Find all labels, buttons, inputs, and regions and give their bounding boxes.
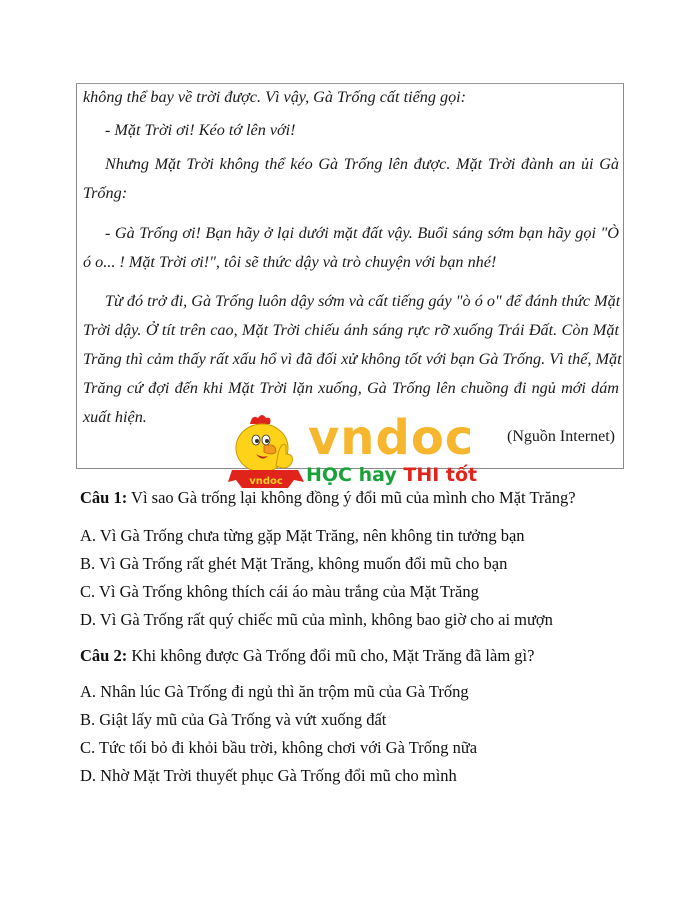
question-2-label: Câu 2: <box>80 646 128 665</box>
question-1-option-c: C. Vì Gà Trống không thích cái áo màu trắng của Mặt Trăng <box>80 582 479 601</box>
question-2-option-c: C. Tức tối bỏ đi khỏi bầu trời, không chơi với Gà Trống nữa <box>80 738 478 757</box>
chicken-mascot-icon <box>228 410 310 492</box>
story-line: Nhưng Mặt Trời không thể kéo Gà Trống lên được. Mặt Trời đành an ủi Gà <box>105 155 619 173</box>
story-line: Trống: <box>83 184 128 202</box>
tagline-part-2: THI tốt <box>403 464 478 486</box>
question-2-option-d: D. Nhờ Mặt Trời thuyết phục Gà Trống đổi mũ cho mình <box>80 766 457 785</box>
question-1-option-a: A. Vì Gà Trống chưa từng gặp Mặt Trăng, nên không tin tưởng bạn <box>80 526 525 545</box>
story-line: xuất hiện. <box>83 408 147 426</box>
question-2 <box>80 646 534 666</box>
question-1-option-d: D. Vì Gà Trống rất quý chiếc mũ của mình, không bao giờ cho ai mượn <box>80 610 553 629</box>
story-line: - Mặt Trời ơi! Kéo tớ lên với! <box>105 121 296 139</box>
story-line: ó o... ! Mặt Trời ơi!", tôi sẽ thức dậy và trò chuyện với bạn nhé! <box>83 253 497 271</box>
question-1-option-b: B. Vì Gà Trống rất ghét Mặt Trăng, không muốn đổi mũ cho bạn <box>80 554 508 573</box>
story-line: Trăng thì cảm thấy rất xấu hổ vì đã đối xử không tốt với bạn Gà Trống. Vì thế, Mặt <box>83 350 622 368</box>
question-1-label: Câu 1: <box>80 488 128 507</box>
story-line: Trăng cứ đợi đến khi Mặt Trời lặn xuống, Gà Trống lên chuồng đi ngủ mới dám <box>83 379 619 397</box>
tagline-part-1: HỌC hay <box>306 464 404 486</box>
svg-text:vndoc: vndoc <box>249 476 283 487</box>
question-2-option-b: B. Giật lấy mũ của Gà Trống và vứt xuống đất <box>80 710 387 729</box>
question-1 <box>80 488 576 508</box>
question-2-option-a: A. Nhân lúc Gà Trống đi ngủ thì ăn trộm mũ của Gà Trống <box>80 682 469 701</box>
story-line: không thể bay về trời được. Vì vậy, Gà Trống cất tiếng gọi: <box>83 88 467 106</box>
vndoc-wordmark: vndoc <box>308 410 475 466</box>
logo-tagline <box>306 463 477 487</box>
story-line: - Gà Trống ơi! Bạn hãy ở lại dưới mặt đất vậy. Buổi sáng sớm bạn hãy gọi "Ò <box>105 224 619 242</box>
question-2-text: Khi không được Gà Trống đổi mũ cho, Mặt Trăng đã làm gì? <box>127 646 535 665</box>
story-line: Từ đó trở đi, Gà Trống luôn dậy sớm và cất tiếng gáy "ò ó o" để đánh thức Mặt <box>105 292 621 310</box>
question-1-text: Vì sao Gà trống lại không đồng ý đổi mũ của mình cho Mặt Trăng? <box>127 488 576 507</box>
story-line: Trời dậy. Ở tít trên cao, Mặt Trời chiếu ánh sáng rực rỡ xuống Trái Đất. Còn Mặt <box>83 321 619 339</box>
vndoc-logo <box>228 410 478 492</box>
source-attribution: (Nguồn Internet) <box>507 428 615 445</box>
